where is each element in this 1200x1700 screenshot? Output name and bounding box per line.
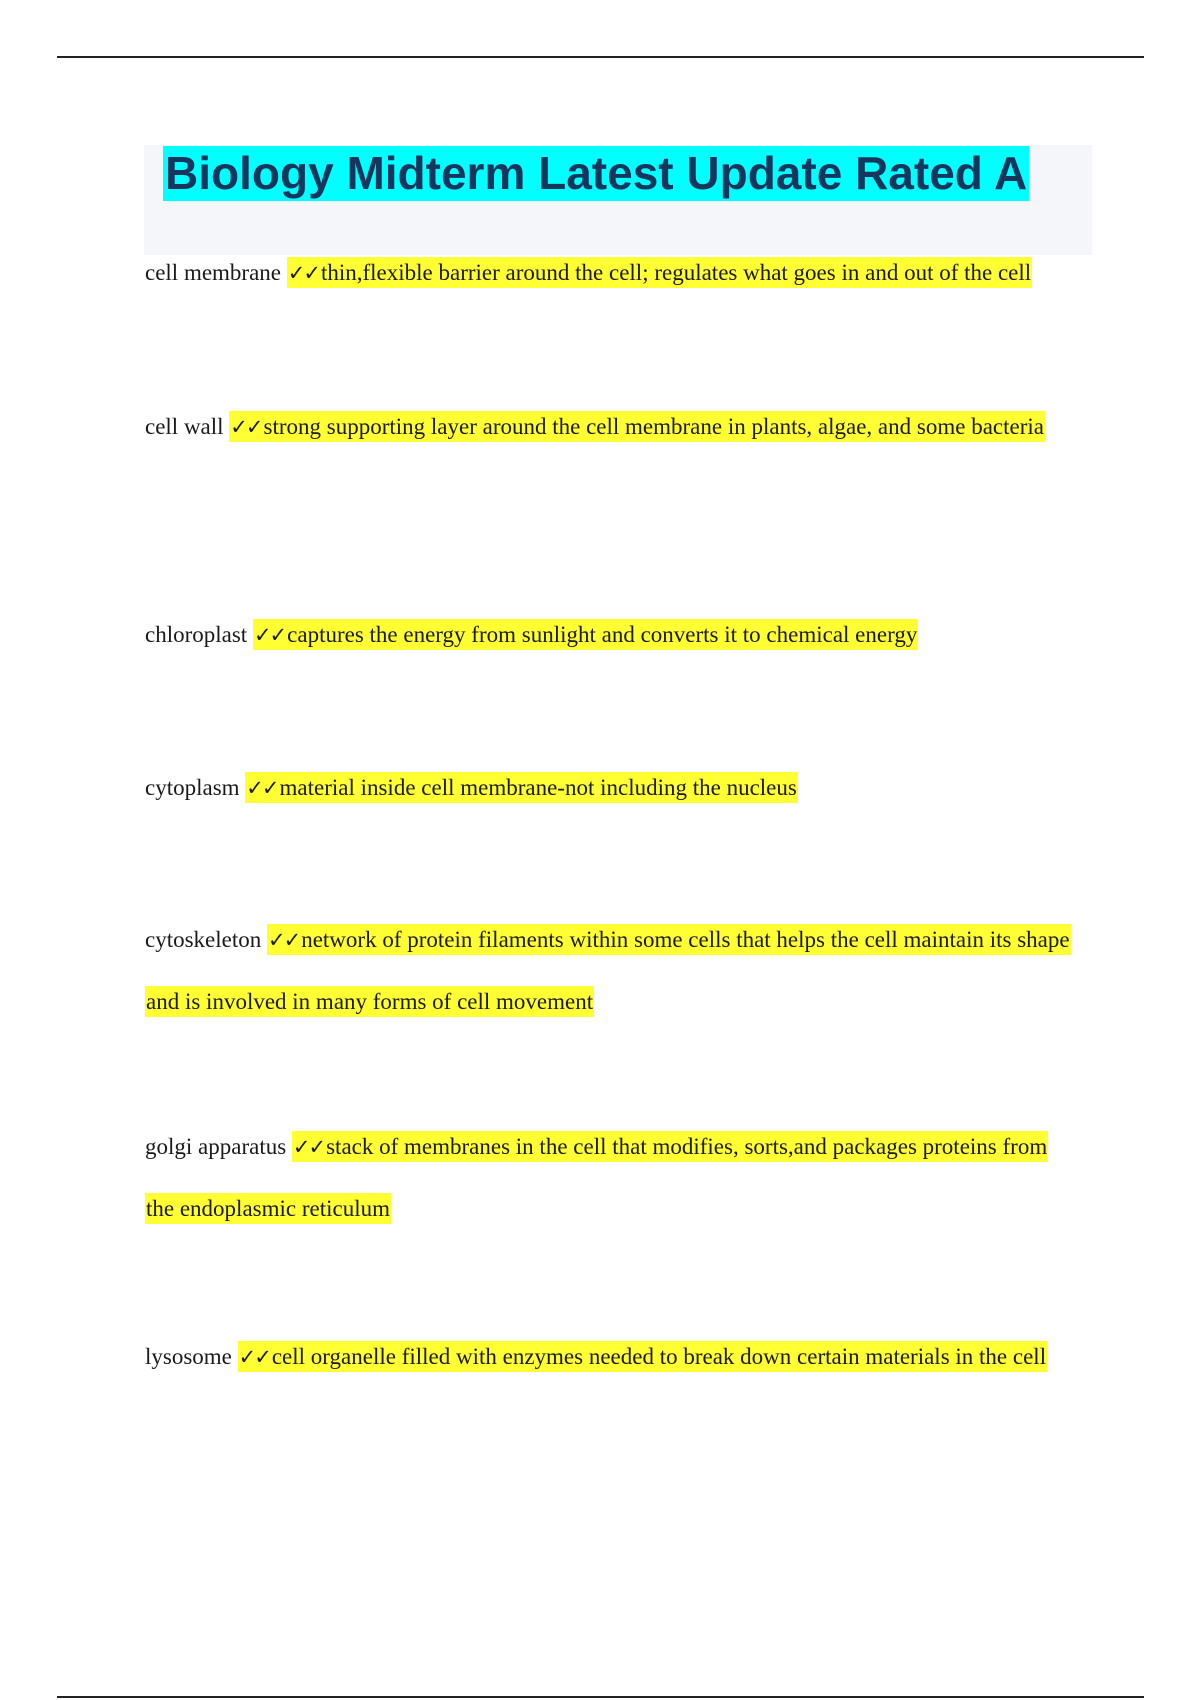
double-check-icon: ✓✓: [253, 623, 286, 647]
entry-definition: [145, 924, 1071, 1017]
double-check-icon: ✓✓: [292, 1135, 325, 1159]
entry-definition: [253, 619, 918, 650]
footer-rule: [57, 1696, 1144, 1698]
entry-golgi-apparatus: [145, 1116, 1080, 1239]
entry-definition: [287, 257, 1032, 288]
entry-cytoplasm: [145, 757, 1080, 819]
entry-chloroplast: [145, 604, 1080, 666]
entry-term: cell wall: [145, 414, 224, 439]
entry-definition-text: network of protein filaments within some cells that helps the cell maintain its shape and is involved in many forms of cell movement: [146, 927, 1070, 1014]
entry-lysosome: [145, 1326, 1080, 1388]
entry-cytoskeleton: [145, 909, 1080, 1032]
entry-term: cytoplasm: [145, 775, 240, 800]
entry-definition-text: captures the energy from sunlight and converts it to chemical energy: [287, 622, 918, 647]
double-check-icon: ✓✓: [230, 415, 262, 439]
entry-definition: [229, 411, 1045, 442]
entry-definition-text: thin,flexible barrier around the cell; regulates what goes in and out of the cell: [320, 260, 1032, 285]
double-check-icon: ✓✓: [246, 776, 278, 800]
entry-term: cytoskeleton: [145, 927, 262, 952]
entry-definition-text: stack of membranes in the cell that modifies, sorts,and packages proteins from the endoplasmic reticulum: [146, 1134, 1048, 1221]
header-rule: [57, 56, 1144, 58]
entry-term: golgi apparatus: [145, 1134, 287, 1159]
entry-definition: [245, 772, 798, 803]
entry-definition-text: strong supporting layer around the cell membrane in plants, algae, and some bacteria: [263, 414, 1044, 439]
document-title: Biology Midterm Latest Update Rated A: [165, 147, 1028, 199]
entry-term: lysosome: [145, 1344, 232, 1369]
entry-cell-wall: [145, 396, 1080, 458]
double-check-icon: ✓✓: [238, 1345, 270, 1369]
entry-definition-text: material inside cell membrane-not including the nucleus: [279, 775, 797, 800]
double-check-icon: ✓✓: [287, 261, 319, 285]
entry-cell-membrane: [145, 242, 1080, 304]
entry-definition-text: cell organelle filled with enzymes needed to break down certain materials in the cell: [271, 1344, 1047, 1369]
double-check-icon: ✓✓: [268, 928, 300, 952]
entry-term: chloroplast: [145, 622, 248, 647]
entry-definition: [238, 1341, 1047, 1372]
entry-term: cell membrane: [145, 260, 282, 285]
